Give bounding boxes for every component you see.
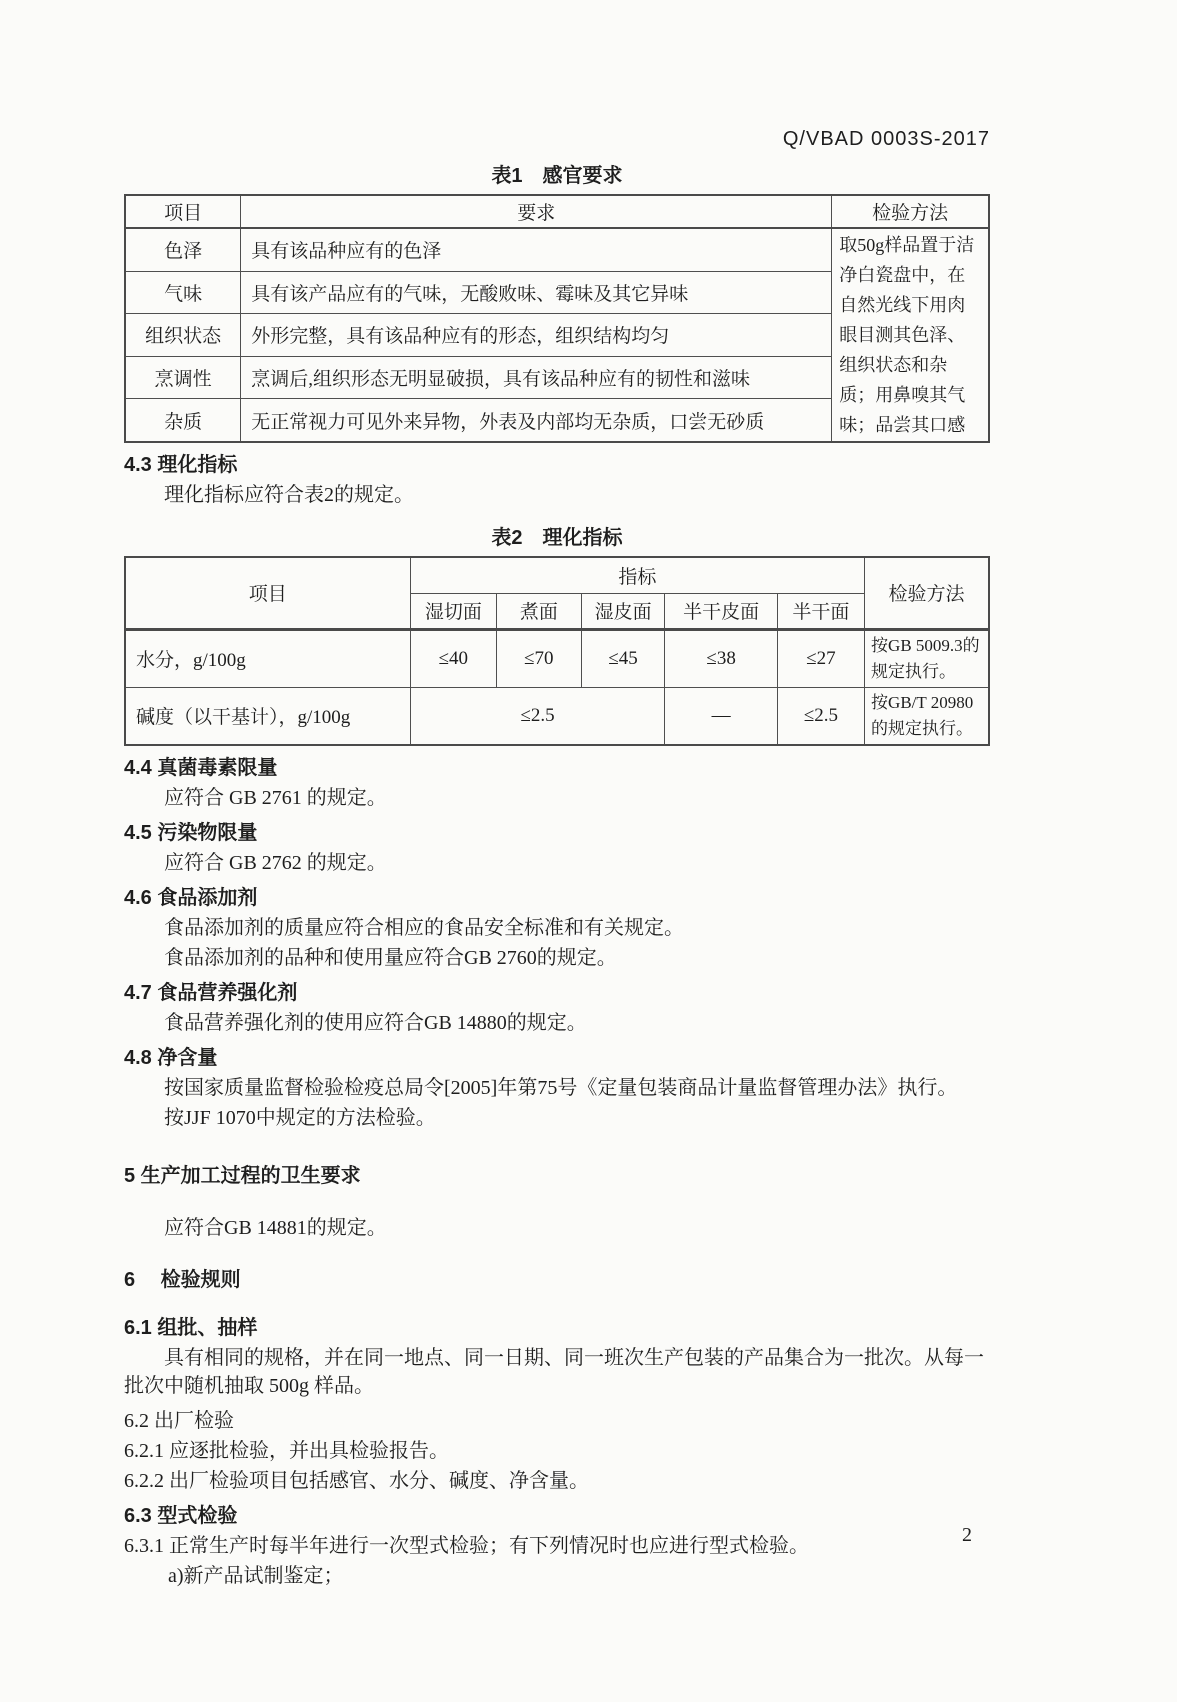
- table2-value: ≤38: [665, 629, 777, 687]
- table1-method-cell: 取50g样品置于洁净白瓷盘中，在自然光线下用肉眼目测其色泽、组织状态和杂质；用鼻嗅其气味；品尝其口感: [832, 228, 989, 442]
- table2-header-item: 项目: [125, 557, 410, 629]
- section-6-3-heading: 6.3 型式检验: [124, 1504, 238, 1527]
- table2-method-cell: 按GB 5009.3的规定执行。: [865, 629, 989, 687]
- table2-value: ≤2.5: [777, 687, 864, 745]
- section-4-6-heading: 4.6 食品添加剂: [124, 886, 258, 909]
- table2-title: 表2 理化指标: [491, 527, 623, 549]
- section-4-4-para: 应符合 GB 2761 的规定。: [164, 786, 387, 809]
- table-row: [125, 228, 989, 271]
- table2-item: 碱度（以干基计），g/100g: [125, 687, 410, 745]
- section-6-heading: 6 检验规则: [124, 1268, 241, 1291]
- section-4-7-para: 食品营养强化剂的使用应符合GB 14880的规定。: [164, 1011, 587, 1034]
- section-6-2-1-para: 6.2.1 应逐批检验，并出具检验报告。: [124, 1439, 449, 1462]
- table1-requirement: 无正常视力可见外来异物，外表及内部均无杂质，口尝无砂质: [241, 399, 832, 442]
- table1-header-requirement: 要求: [241, 195, 832, 228]
- table1-header-method: 检验方法: [832, 195, 989, 228]
- table2-header-index-group: 指标: [410, 557, 864, 593]
- table2-subheader: 半干面: [777, 593, 864, 629]
- table1-requirement: 外形完整，具有该品种应有的形态，组织结构均匀: [241, 314, 832, 357]
- physicochemical-table: [124, 556, 990, 746]
- table-row: [125, 687, 989, 745]
- table1-header-row: [125, 195, 989, 228]
- table2-value-merged: ≤2.5: [410, 687, 665, 745]
- table1-item: 组织状态: [125, 314, 241, 357]
- table1-item: 色泽: [125, 228, 241, 271]
- section-4-6-para-2: 食品添加剂的品种和使用量应符合GB 2760的规定。: [164, 946, 617, 969]
- section-6-1-heading: 6.1 组批、抽样: [124, 1316, 258, 1339]
- table2-value: ≤40: [410, 629, 496, 687]
- table2-subheader: 半干皮面: [665, 593, 777, 629]
- table1-title: 表1 感官要求: [491, 165, 623, 187]
- table2-value: ≤45: [581, 629, 665, 687]
- section-5-para: 应符合GB 14881的规定。: [164, 1216, 387, 1239]
- doc-number: Q/VBAD 0003S-2017: [782, 128, 990, 150]
- table2-value: ≤27: [777, 629, 864, 687]
- section-5-heading: 5 生产加工过程的卫生要求: [124, 1164, 361, 1187]
- section-6-2-2-para: 6.2.2 出厂检验项目包括感官、水分、碱度、净含量。: [124, 1469, 589, 1492]
- table2-header-method: 检验方法: [865, 557, 989, 629]
- table2-subheader: 湿皮面: [581, 593, 665, 629]
- section-4-6-para-1: 食品添加剂的质量应符合相应的食品安全标准和有关规定。: [164, 916, 684, 939]
- table2-value-dash: —: [665, 687, 777, 745]
- table1-requirement: 烹调后,组织形态无明显破损，具有该品种应有的韧性和滋味: [241, 356, 832, 399]
- section-4-8-heading: 4.8 净含量: [124, 1046, 218, 1069]
- table2-subheader: 煮面: [497, 593, 582, 629]
- section-6-3-1-para: 6.3.1 正常生产时每半年进行一次型式检验；有下列情况时也应进行型式检验。: [124, 1534, 809, 1557]
- table1-item: 气味: [125, 271, 241, 314]
- table1-header-item: 项目: [125, 195, 241, 228]
- section-4-3-para: 理化指标应符合表2的规定。: [164, 484, 414, 506]
- section-4-4-heading: 4.4 真菌毒素限量: [124, 756, 278, 779]
- table2-item: 水分，g/100g: [125, 629, 410, 687]
- table2-method-cell: 按GB/T 20980的规定执行。: [865, 687, 989, 745]
- section-4-5-heading: 4.5 污染物限量: [124, 821, 258, 844]
- sensory-requirements-table: [124, 194, 990, 443]
- section-4-8-para-1: 按国家质量监督检验检疫总局令[2005]年第75号《定量包装商品计量监督管理办法》执行。: [164, 1076, 958, 1099]
- table1-requirement: 具有该产品应有的气味，无酸败味、霉味及其它异味: [241, 271, 832, 314]
- table2-value: ≤70: [497, 629, 582, 687]
- section-4-8-para-2: 按JJF 1070中规定的方法检验。: [164, 1106, 436, 1129]
- section-4-5-para: 应符合 GB 2762 的规定。: [164, 851, 387, 874]
- table1-item: 烹调性: [125, 356, 241, 399]
- section-4-7-heading: 4.7 食品营养强化剂: [124, 981, 298, 1004]
- table1-item: 杂质: [125, 399, 241, 442]
- table-row: [125, 629, 989, 687]
- page-number: 2: [962, 1524, 972, 1546]
- section-4-3-heading: 4.3 理化指标: [124, 454, 238, 476]
- table2-subheader: 湿切面: [410, 593, 496, 629]
- table1-requirement: 具有该品种应有的色泽: [241, 228, 832, 271]
- section-6-2-heading: 6.2 出厂检验: [124, 1409, 234, 1432]
- section-6-3-1-item-a: a)新产品试制鉴定；: [168, 1564, 344, 1587]
- section-6-1-para: 具有相同的规格，并在同一地点、同一日期、同一班次生产包装的产品集合为一批次。从每一批次中随机抽取 500g 样品。: [124, 1346, 984, 1397]
- table2-header-row-1: [125, 557, 989, 593]
